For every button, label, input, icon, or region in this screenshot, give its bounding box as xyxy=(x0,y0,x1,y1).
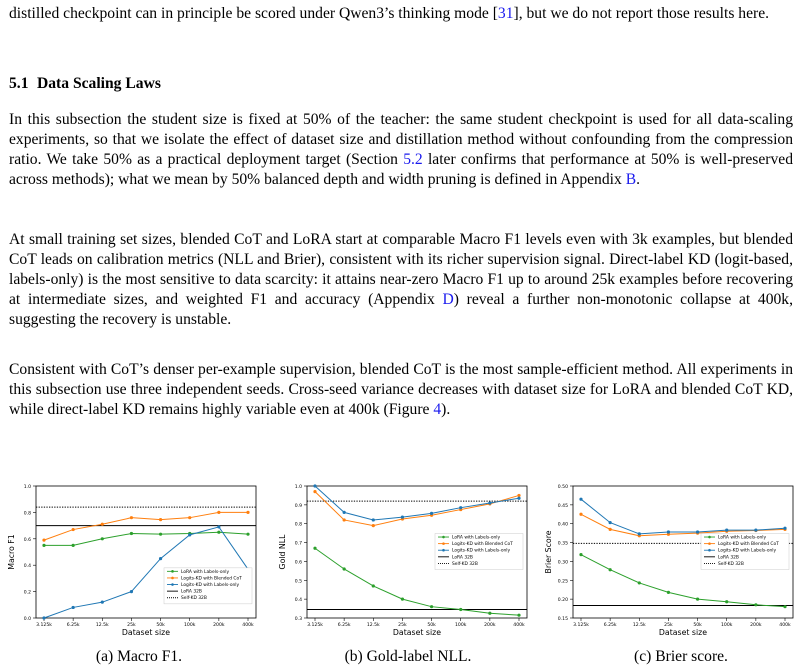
data-point xyxy=(667,591,670,594)
data-point xyxy=(101,523,104,526)
legend-marker xyxy=(171,577,174,580)
x-tick-label: 25k xyxy=(664,623,673,628)
series-line xyxy=(44,532,248,545)
data-point xyxy=(401,598,404,601)
x-tick-label: 100k xyxy=(454,623,467,628)
x-tick-label: 50k xyxy=(693,623,702,628)
y-tick-label: 0.15 xyxy=(557,617,568,622)
legend-marker xyxy=(708,536,711,539)
y-tick-label: 0.40 xyxy=(557,522,568,528)
data-point xyxy=(609,521,612,524)
data-point xyxy=(42,539,45,542)
paragraph-2 xyxy=(9,230,793,330)
macro-f1-chart xyxy=(6,478,262,642)
x-tick-label: 100k xyxy=(720,623,733,628)
section-number: 5.1 xyxy=(9,75,29,92)
y-tick-label: 0.6 xyxy=(23,537,31,543)
y-tick-label: 0.9 xyxy=(294,503,302,509)
data-point xyxy=(313,490,316,493)
data-point xyxy=(188,533,191,536)
data-point xyxy=(159,557,162,560)
data-point xyxy=(517,494,520,497)
section-link[interactable]: 5.2 xyxy=(403,151,423,168)
data-point xyxy=(313,547,316,550)
data-point xyxy=(343,567,346,570)
data-point xyxy=(72,544,75,547)
paragraph-1 xyxy=(9,110,793,190)
data-point xyxy=(638,532,641,535)
legend-label: Self-KD 32B xyxy=(181,596,207,602)
y-tick-label: 0.5 xyxy=(294,579,302,585)
data-point xyxy=(372,524,375,527)
data-point xyxy=(725,600,728,603)
x-tick-label: 400k xyxy=(242,623,254,628)
legend-label: Self-KD 32B xyxy=(452,561,478,567)
data-point xyxy=(159,533,162,536)
y-axis-label: Gold NLL xyxy=(278,534,287,570)
citation-link[interactable]: 31 xyxy=(497,5,514,22)
y-tick-label: 1.0 xyxy=(294,485,302,490)
x-tick-label: 200k xyxy=(484,623,496,628)
data-point xyxy=(754,603,757,606)
caption-a: (a) Macro F1. xyxy=(95,648,183,665)
legend-marker xyxy=(708,542,711,545)
legend-label: Logits-KD with Labels-only xyxy=(452,548,511,554)
legend-label: Self-KD 32B xyxy=(718,561,744,567)
paragraph-3 xyxy=(9,360,793,420)
x-tick-label: 25k xyxy=(127,623,136,628)
data-point xyxy=(42,544,45,547)
series-line xyxy=(581,514,785,535)
x-axis-label: Dataset size xyxy=(658,628,708,637)
data-point xyxy=(696,598,699,601)
data-point xyxy=(696,530,699,533)
legend-label: LoRA 32B xyxy=(718,555,739,561)
data-point xyxy=(217,511,220,514)
x-tick-label: 400k xyxy=(513,623,525,628)
data-point xyxy=(246,533,249,536)
x-tick-label: 12.5k xyxy=(632,623,646,628)
legend-marker xyxy=(442,542,445,545)
x-axis-label: Dataset size xyxy=(121,628,171,637)
legend-marker xyxy=(442,549,445,552)
y-tick-label: 0.8 xyxy=(294,522,302,528)
legend-marker xyxy=(171,570,174,573)
y-tick-label: 0.20 xyxy=(557,598,568,604)
y-tick-label: 0.25 xyxy=(557,579,568,585)
brier-score-chart xyxy=(543,478,799,642)
data-point xyxy=(430,605,433,608)
data-point xyxy=(246,511,249,514)
x-tick-label: 100k xyxy=(183,623,196,628)
y-tick-label: 0.8 xyxy=(23,511,31,517)
data-point xyxy=(130,532,133,535)
data-point xyxy=(667,530,670,533)
legend-label: LoRA 32B xyxy=(452,555,473,561)
appendix-link[interactable]: D xyxy=(442,291,454,308)
data-point xyxy=(217,525,220,528)
intro-text-end: ], but we do not xyxy=(513,5,612,22)
legend-marker xyxy=(708,549,711,552)
legend-label: LoRA 32B xyxy=(181,589,202,595)
data-point xyxy=(517,614,520,617)
section-heading xyxy=(9,75,161,93)
x-tick-label: 3.125k xyxy=(573,623,589,628)
legend-label: Logits-KD with Labels-only xyxy=(718,548,777,554)
data-point xyxy=(459,506,462,509)
y-tick-label: 0.6 xyxy=(294,560,302,566)
x-tick-label: 50k xyxy=(156,623,165,628)
y-tick-label: 0.45 xyxy=(557,503,568,509)
appendix-link[interactable]: B xyxy=(625,171,637,188)
figure-link[interactable]: 4 xyxy=(433,401,442,418)
y-axis-label: Brier Score xyxy=(544,530,553,574)
legend-label: Logits-KD with Blended CoT xyxy=(181,576,242,582)
x-tick-label: 12.5k xyxy=(366,623,380,628)
y-tick-label: 0.7 xyxy=(294,541,302,547)
y-tick-label: 0.4 xyxy=(294,598,302,604)
paragraph-text: . xyxy=(636,171,640,188)
data-point xyxy=(72,606,75,609)
data-point xyxy=(313,484,316,487)
gold-nll-chart xyxy=(277,478,533,642)
caption-c: (c) Brier score. xyxy=(634,648,728,665)
data-point xyxy=(72,528,75,531)
paragraph-text: later confirms that performance at 50% is well-preserved across methods); what we mean by 50% balanced depth and width pruning is defined in Appendix xyxy=(9,151,793,188)
x-tick-label: 6.25k xyxy=(66,623,80,628)
y-tick-label: 1.0 xyxy=(23,485,31,490)
x-tick-label: 3.125k xyxy=(307,623,323,628)
y-tick-label: 0.4 xyxy=(23,564,31,570)
data-point xyxy=(401,516,404,519)
intro-text: distilled checkpoint can in principle be scored under Qwen3’s thinking mode [ xyxy=(9,5,498,22)
legend-label: LoRA with Labels-only xyxy=(452,535,501,541)
data-point xyxy=(42,616,45,619)
paragraph-text: ) reveal a further non-monotonic collapse at 400k, suggesting the recovery is unstable. xyxy=(9,291,793,328)
data-point xyxy=(159,518,162,521)
data-point xyxy=(783,605,786,608)
data-point xyxy=(725,529,728,532)
paragraph-text: At small training set sizes, blended CoT and LoRA start at comparable Macro F1 levels even with 3k examples, but blended CoT leads on calibration metrics (NLL and Brier), consistent with its richer supervision signal. Direct-label KD (logit-based, labels-only) is the most sensitive to data scarcity: it attains near-zero Macro F1 up to around 25k examples before recovering at intermediate sizes, and weighted F1 and accuracy (Appendix xyxy=(9,231,793,308)
y-tick-label: 0.30 xyxy=(557,560,568,566)
x-tick-label: 6.25k xyxy=(337,623,351,628)
data-point xyxy=(372,518,375,521)
caption-b: (b) Gold-label NLL. xyxy=(344,648,472,665)
data-point xyxy=(130,590,133,593)
section-title: Data Scaling Laws xyxy=(37,75,161,92)
x-tick-label: 200k xyxy=(213,623,225,628)
data-point xyxy=(488,501,491,504)
series-line xyxy=(581,499,785,534)
data-point xyxy=(609,528,612,531)
data-point xyxy=(130,516,133,519)
data-point xyxy=(430,512,433,515)
legend-marker xyxy=(171,583,174,586)
x-tick-label: 6.25k xyxy=(603,623,617,628)
legend-label: Logits-KD with Blended CoT xyxy=(452,542,513,548)
data-point xyxy=(579,513,582,516)
y-tick-label: 0.2 xyxy=(23,590,31,596)
intro-continuation xyxy=(9,4,793,24)
data-point xyxy=(488,612,491,615)
x-tick-label: 200k xyxy=(750,623,762,628)
data-point xyxy=(783,527,786,530)
data-point xyxy=(101,537,104,540)
legend-label: Logits-KD with Blended CoT xyxy=(718,542,779,548)
y-tick-label: 0.35 xyxy=(557,541,568,547)
x-tick-label: 400k xyxy=(779,623,791,628)
paragraph-text: In this subsection the student size is fixed at 50% of the teacher: the same student checkpoint is used for all data-scaling experiments, so that we isolate the effect of dataset size and distillation method without confounding from the compression ratio. We take 50% as a practical deployment target (Section xyxy=(9,111,793,168)
data-point xyxy=(754,529,757,532)
data-point xyxy=(217,531,220,534)
y-tick-label: 0.3 xyxy=(294,617,302,622)
y-tick-label: 0.0 xyxy=(23,617,31,622)
x-tick-label: 50k xyxy=(427,623,436,628)
y-tick-label: 0.50 xyxy=(557,485,568,490)
paragraph-text: Consistent with CoT’s denser per-example supervision, blended CoT is the most sample-efficient method. All experiments in this subsection use three independent seeds. Cross-seed variance decreases with dataset size for LoRA and blended CoT KD, while direct-label KD remains highly variable even at 400k (Figure xyxy=(9,361,793,418)
data-point xyxy=(343,511,346,514)
data-point xyxy=(188,516,191,519)
x-tick-label: 3.125k xyxy=(36,623,52,628)
y-axis-label: Macro F1 xyxy=(7,534,16,570)
legend-label: LoRA with Labels-only xyxy=(181,569,230,575)
legend-label: LoRA with Labels-only xyxy=(718,535,767,541)
data-point xyxy=(638,581,641,584)
data-point xyxy=(459,608,462,611)
x-tick-label: 25k xyxy=(398,623,407,628)
data-point xyxy=(372,584,375,587)
intro-text-line2: report those results here. xyxy=(615,5,770,22)
x-tick-label: 12.5k xyxy=(95,623,109,628)
data-point xyxy=(609,568,612,571)
legend-marker xyxy=(442,536,445,539)
data-point xyxy=(579,553,582,556)
x-axis-label: Dataset size xyxy=(392,628,442,637)
legend-label: Logits-KD with Labels-only xyxy=(181,583,240,589)
data-point xyxy=(101,601,104,604)
data-point xyxy=(579,498,582,501)
data-point xyxy=(517,497,520,500)
paragraph-text: ). xyxy=(441,401,451,418)
data-point xyxy=(343,518,346,521)
